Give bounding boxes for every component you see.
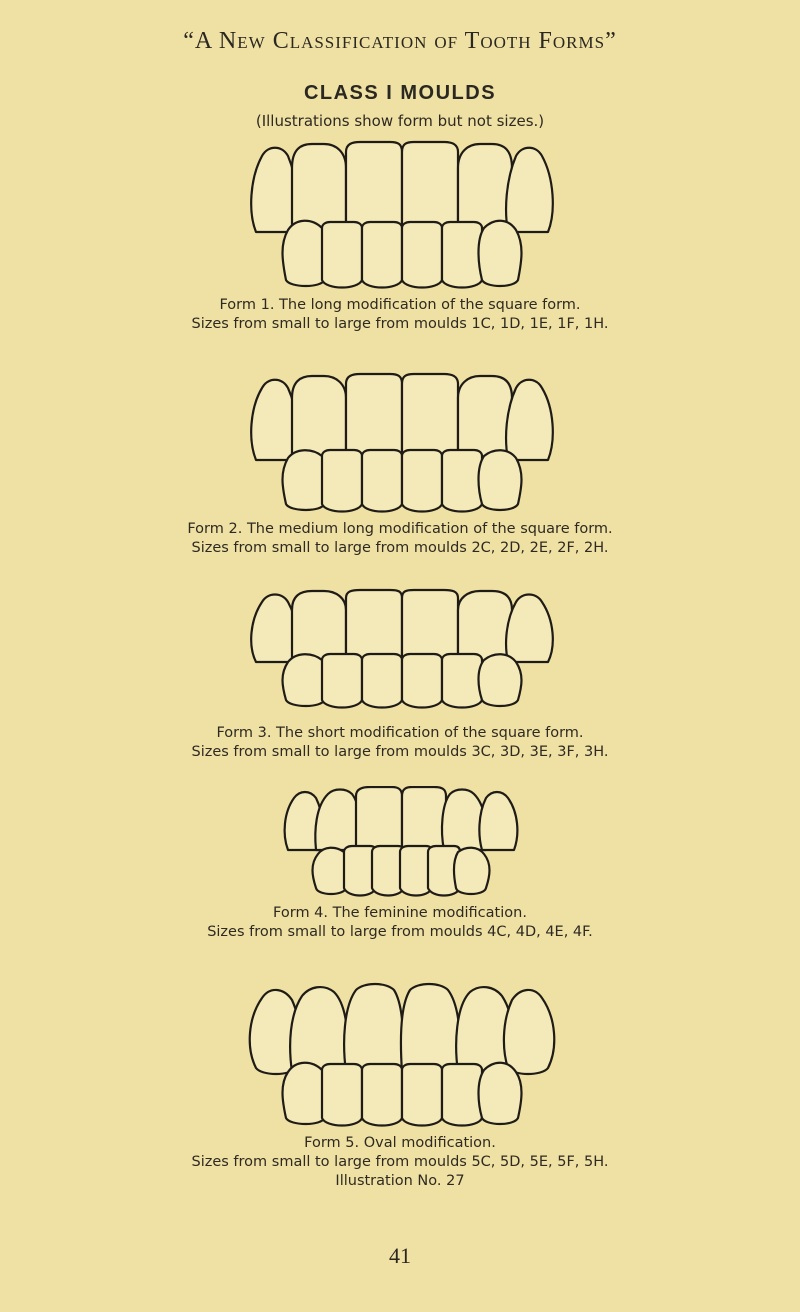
caption-form-4-line-1: Form 4. The feminine modification.: [273, 905, 527, 921]
teeth-drawing-form-4: [0, 786, 800, 898]
teeth-drawing-form-1: [0, 140, 800, 290]
tooth-illustration-form-2: [0, 372, 800, 514]
illustration-number: Illustration No. 27: [335, 1173, 465, 1189]
caption-form-1-line-2: Sizes from small to large from moulds 1C, 1D, 1E, 1F, 1H.: [191, 316, 609, 332]
caption-form-3-line-2: Sizes from small to large from moulds 3C, 3D, 3E, 3F, 3H.: [191, 744, 609, 760]
teeth-drawing-form-5: [0, 982, 800, 1128]
caption-form-4-line-2: Sizes from small to large from moulds 4C, 4D, 4E, 4F.: [207, 924, 593, 940]
caption-form-3: [0, 724, 800, 762]
teeth-drawing-form-2: [0, 372, 800, 514]
caption-form-2: [0, 520, 800, 558]
tooth-illustration-form-3: [0, 588, 800, 710]
caption-form-2-line-2: Sizes from small to large from moulds 2C, 2D, 2E, 2F, 2H.: [191, 540, 609, 556]
caption-form-5: [0, 1134, 800, 1191]
caption-form-1-line-1: Form 1. The long modification of the square form.: [219, 297, 581, 313]
tooth-illustration-form-5: [0, 982, 800, 1128]
page-number: 41: [389, 1243, 411, 1268]
subtitle: (Illustrations show form but not sizes.): [255, 112, 545, 130]
caption-form-5-line-2: Sizes from small to large from moulds 5C, 5D, 5E, 5F, 5H.: [191, 1154, 609, 1170]
tooth-illustration-form-4: [0, 786, 800, 898]
class-title: CLASS I MOULDS: [303, 82, 497, 104]
caption-form-2-line-1: Form 2. The medium long modification of the square form.: [187, 521, 613, 537]
running-head: “A New Classification of Tooth Forms”: [183, 28, 617, 54]
caption-form-5-line-1: Form 5. Oval modification.: [304, 1135, 496, 1151]
caption-form-4: [0, 904, 800, 942]
caption-form-1: [0, 296, 800, 334]
teeth-drawing-form-3: [0, 588, 800, 710]
tooth-illustration-form-1: [0, 140, 800, 290]
caption-form-3-line-1: Form 3. The short modification of the square form.: [216, 725, 584, 741]
